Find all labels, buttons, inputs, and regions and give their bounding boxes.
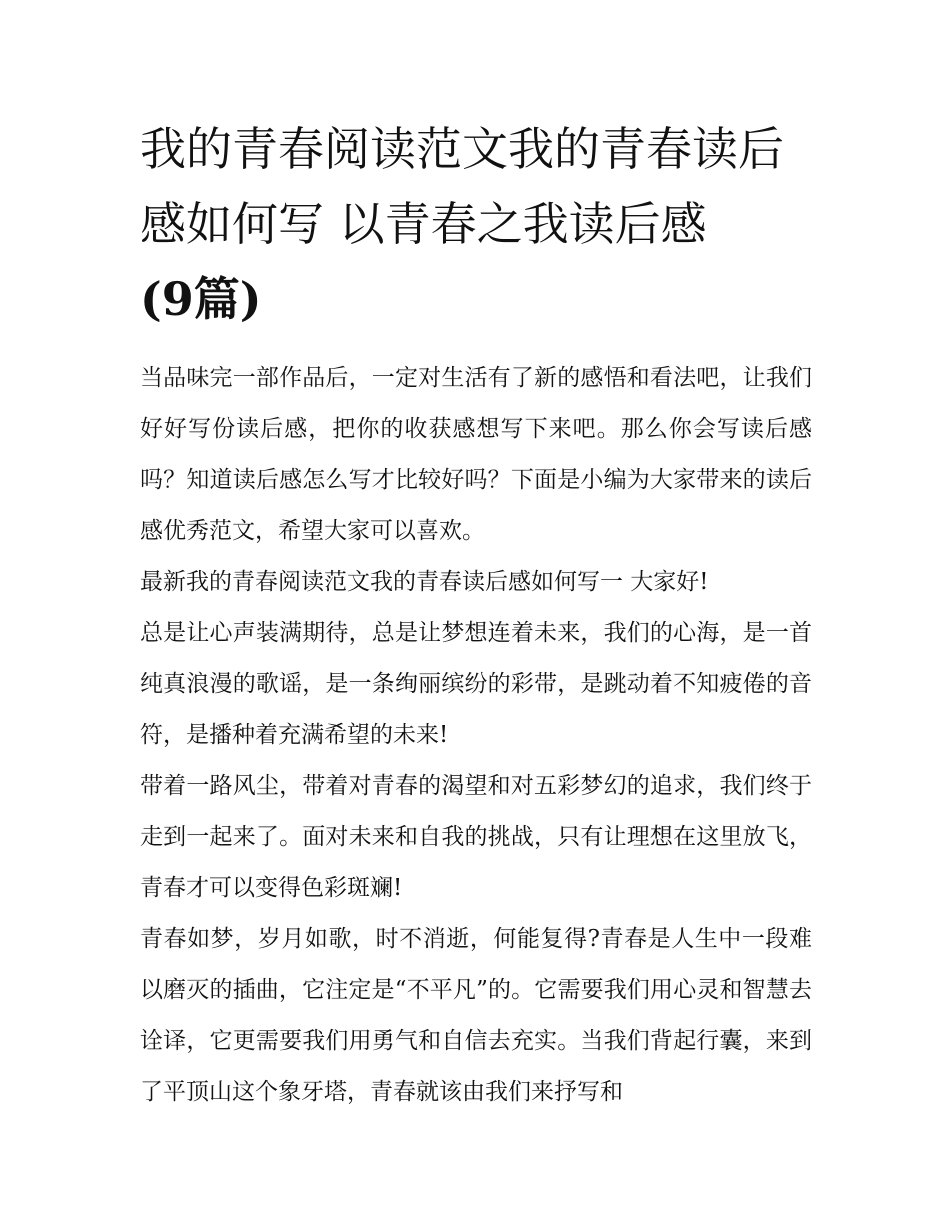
document-title (140, 112, 812, 337)
title-main-text: 我的青春阅读范文我的青春读后感如何写 以青春之我读后感 (140, 122, 784, 251)
document-body (140, 353, 812, 1118)
document-content (140, 112, 812, 1118)
title-suffix-text: (9篇) (140, 272, 262, 326)
paragraph-3: 总是让心声装满期待，总是让梦想连着未来，我们的心海，是一首纯真浪漫的歌谣，是一条绚丽缤纷的彩带，是跳动着不知疲倦的音符，是播种着充满希望的未来! (140, 620, 812, 748)
paragraph-intro: 当品味完一部作品后，一定对生活有了新的感悟和看法吧，让我们好好写份读后感，把你的收获感想写下来吧。那么你会写读后感吗？知道读后感怎么写才比较好吗？下面是小编为大家带来的读后感优秀范文，希望大家可以喜欢。 (140, 365, 812, 544)
paragraph-4: 带着一路风尘，带着对青春的渴望和对五彩梦幻的追求，我们终于走到一起来了。面对未来和自我的挑战，只有让理想在这里放飞，青春才可以变得色彩斑斓! (140, 773, 812, 901)
paragraph-greeting: 最新我的青春阅读范文我的青春读后感如何写一 大家好! (140, 569, 709, 595)
paragraph-5: 青春如梦，岁月如歌，时不消逝，何能复得?青春是人生中一段难以磨灭的插曲，它注定是“不平凡”的。它需要我们用心灵和智慧去诠译，它更需要我们用勇气和自信去充实。当我们背起行囊，来到了平顶山这个象牙塔，青春就该由我们来抒写和 (140, 926, 812, 1105)
